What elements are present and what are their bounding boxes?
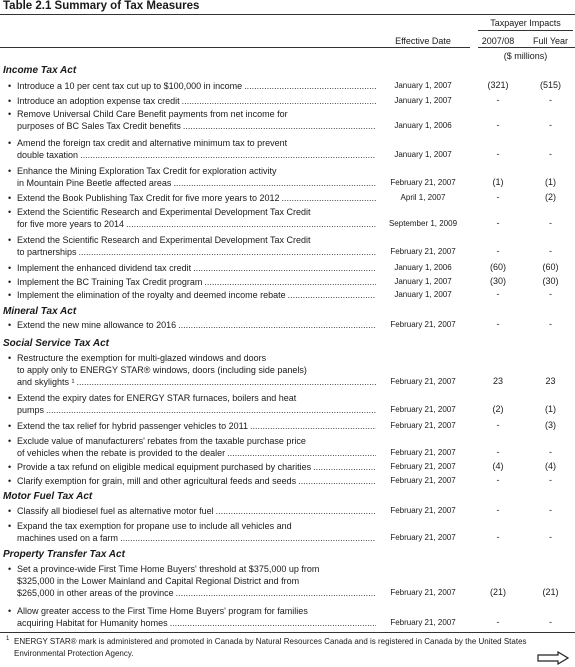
measure-description bbox=[8, 165, 376, 189]
effective-date: February 21, 2007 bbox=[390, 320, 456, 329]
col-full-year-header: Full Year bbox=[532, 36, 569, 46]
measure-text-line: of vehicles when the rebate is provided to the dealer bbox=[17, 448, 226, 458]
impact-full-year: - bbox=[549, 218, 552, 228]
impact-full-year: - bbox=[549, 505, 552, 515]
impact-2007-08: (1) bbox=[492, 177, 504, 187]
measure-description bbox=[8, 563, 376, 599]
bullet-icon: • bbox=[8, 606, 12, 616]
bullet-icon: • bbox=[8, 290, 12, 300]
impact-full-year: (1) bbox=[545, 404, 556, 414]
effective-date: February 21, 2007 bbox=[390, 533, 456, 542]
header-rule bbox=[0, 47, 470, 48]
measure-text-line: Provide a tax refund on eligible medical equipment purchased by charities bbox=[17, 462, 312, 472]
measure-description bbox=[8, 505, 376, 517]
units-label: ($ millions) bbox=[503, 51, 548, 61]
effective-date: February 21, 2007 bbox=[390, 462, 456, 471]
impact-full-year: - bbox=[549, 319, 552, 329]
impact-full-year: (30) bbox=[542, 276, 559, 286]
measure-text-line: to partnerships bbox=[17, 247, 77, 257]
measure-description bbox=[8, 137, 376, 161]
effective-date: February 21, 2007 bbox=[390, 377, 456, 386]
section-heading: Property Transfer Tax Act bbox=[3, 549, 125, 560]
measure-text-line: pumps bbox=[17, 405, 45, 415]
impact-full-year: - bbox=[549, 120, 552, 130]
bullet-icon: • bbox=[8, 476, 12, 486]
impact-2007-08: - bbox=[496, 120, 500, 130]
impact-2007-08: (21) bbox=[489, 587, 506, 597]
measure-description bbox=[8, 234, 376, 258]
impact-full-year: - bbox=[549, 617, 552, 627]
measure-text-line: for five more years to 2014 bbox=[17, 219, 125, 229]
impact-2007-08: - bbox=[496, 617, 500, 627]
measure-description bbox=[8, 461, 376, 473]
measure-text-line: Introduce a 10 per cent tax cut up to $100,000 in income bbox=[17, 81, 243, 91]
impact-full-year: (515) bbox=[539, 80, 561, 90]
measure-description bbox=[8, 80, 376, 92]
measure-text-line: Implement the enhanced dividend tax credit bbox=[17, 263, 192, 273]
effective-date: January 1, 2007 bbox=[394, 96, 452, 105]
measure-text-line: Exclude value of manufacturers' rebates from the taxable purchase price bbox=[17, 436, 306, 446]
impact-2007-08: (2) bbox=[492, 404, 504, 414]
impact-full-year: (4) bbox=[545, 461, 556, 471]
measure-text-line: Expand the tax exemption for propane use to include all vehicles and bbox=[17, 521, 292, 531]
measure-text-line: Allow greater access to the First Time Home Buyers' program for families bbox=[17, 606, 308, 616]
measure-text-line: and skylights ¹ bbox=[17, 377, 75, 387]
measure-text-line: Extend the Scientific Research and Experimental Development Tax Credit bbox=[17, 235, 311, 245]
measure-text-line: acquiring Habitat for Humanity homes bbox=[17, 618, 168, 628]
effective-date: January 1, 2006 bbox=[394, 263, 452, 272]
measure-description bbox=[8, 289, 376, 301]
measure-text-line: purposes of BC Sales Tax Credit benefits bbox=[17, 121, 181, 131]
measure-text-line: $325,000 in the Lower Mainland and Capital Regional District and from bbox=[17, 576, 300, 586]
impact-full-year: - bbox=[549, 246, 552, 256]
effective-date: February 21, 2007 bbox=[390, 588, 456, 597]
impact-2007-08: - bbox=[496, 95, 500, 105]
impact-full-year: (1) bbox=[545, 177, 556, 187]
bullet-icon: • bbox=[8, 506, 12, 516]
measure-description bbox=[8, 95, 376, 107]
effective-date: February 21, 2007 bbox=[390, 506, 456, 515]
bullet-icon: • bbox=[8, 96, 12, 106]
effective-date: January 1, 2007 bbox=[394, 150, 452, 159]
measure-text-line: Classify all biodiesel fuel as alternative motor fuel bbox=[17, 506, 214, 516]
bullet-icon: • bbox=[8, 81, 12, 91]
measure-text-line: double taxation bbox=[17, 150, 79, 160]
top-rule bbox=[0, 14, 575, 15]
impact-full-year: - bbox=[549, 475, 552, 485]
impact-full-year: (3) bbox=[545, 420, 556, 430]
measure-text-line: Set a province-wide First Time Home Buyers' threshold at $375,000 up from bbox=[17, 564, 320, 574]
bullet-icon: • bbox=[8, 353, 12, 363]
bullet-icon: • bbox=[8, 235, 12, 245]
bottom-rule bbox=[0, 632, 575, 633]
measure-description bbox=[8, 206, 376, 230]
effective-date: February 21, 2007 bbox=[390, 618, 456, 627]
measure-text-line: in Mountain Pine Beetle affected areas bbox=[17, 178, 172, 188]
measure-text-line: Extend the tax relief for hybrid passenger vehicles to 2011 bbox=[17, 421, 248, 431]
impact-2007-08: - bbox=[496, 319, 500, 329]
bullet-icon: • bbox=[8, 462, 12, 472]
measure-text-line: Remove Universal Child Care Benefit payments from net income for bbox=[17, 109, 288, 119]
measure-description bbox=[8, 420, 376, 432]
effective-date: January 1, 2007 bbox=[394, 290, 452, 299]
right-arrow-icon[interactable] bbox=[537, 651, 569, 665]
impact-2007-08: - bbox=[496, 475, 500, 485]
bullet-icon: • bbox=[8, 207, 12, 217]
bullet-icon: • bbox=[8, 320, 12, 330]
effective-date: February 21, 2007 bbox=[390, 421, 456, 430]
measure-text-line: Extend the new mine allowance to 2016 bbox=[17, 320, 177, 330]
effective-date: February 21, 2007 bbox=[390, 247, 456, 256]
effective-date: January 1, 2007 bbox=[394, 277, 452, 286]
taxpayer-impacts-header: Taxpayer Impacts bbox=[490, 18, 561, 28]
bullet-icon: • bbox=[8, 277, 12, 287]
impact-full-year: - bbox=[549, 532, 552, 542]
bullet-icon: • bbox=[8, 263, 12, 273]
section-heading: Mineral Tax Act bbox=[3, 306, 77, 317]
section-heading: Motor Fuel Tax Act bbox=[3, 491, 93, 502]
bullet-icon: • bbox=[8, 138, 12, 148]
bullet-icon: • bbox=[8, 421, 12, 431]
measure-text-line: Extend the Book Publishing Tax Credit for five more years to 2012 bbox=[17, 193, 280, 203]
impact-full-year: - bbox=[549, 289, 552, 299]
header-subrule bbox=[478, 47, 575, 48]
impact-2007-08: 23 bbox=[492, 376, 503, 386]
bullet-icon: • bbox=[8, 521, 12, 531]
measure-description bbox=[8, 435, 376, 459]
measure-text-line: $265,000 in other areas of the province bbox=[17, 588, 174, 598]
measure-description bbox=[8, 108, 376, 132]
measure-text-line: Implement the BC Training Tax Credit program bbox=[17, 277, 203, 287]
effective-date: February 21, 2007 bbox=[390, 178, 456, 187]
impact-full-year: 23 bbox=[545, 376, 556, 386]
effective-date: September 1, 2009 bbox=[388, 219, 458, 228]
measure-text-line: Clarify exemption for grain, mill and other agricultural feeds and seeds bbox=[17, 476, 297, 486]
bullet-icon: • bbox=[8, 436, 12, 446]
effective-date-header: Effective Date bbox=[395, 36, 451, 46]
impact-full-year: - bbox=[549, 447, 552, 457]
impact-2007-08: - bbox=[496, 246, 500, 256]
impact-2007-08: (4) bbox=[492, 461, 504, 471]
measure-description bbox=[8, 605, 376, 629]
effective-date: February 21, 2007 bbox=[390, 476, 456, 485]
impact-2007-08: - bbox=[496, 149, 500, 159]
effective-date: April 1, 2007 bbox=[400, 193, 446, 202]
impact-2007-08: (30) bbox=[489, 276, 506, 286]
measure-description bbox=[8, 352, 376, 388]
measure-description bbox=[8, 319, 376, 331]
section-heading: Social Service Tax Act bbox=[3, 338, 109, 349]
measure-description bbox=[8, 192, 376, 204]
effective-date: January 1, 2007 bbox=[394, 81, 452, 90]
bullet-icon: • bbox=[8, 109, 12, 119]
measure-description bbox=[8, 520, 376, 544]
measure-text-line: Amend the foreign tax credit and alternative minimum tax to prevent bbox=[17, 138, 288, 148]
footnote-mark: 1 bbox=[6, 636, 10, 642]
impact-2007-08: - bbox=[496, 289, 500, 299]
bullet-icon: • bbox=[8, 393, 12, 403]
measure-text-line: Extend the expiry dates for ENERGY STAR furnaces, boilers and heat bbox=[17, 393, 297, 403]
measure-text-line: Restructure the exemption for multi-glazed windows and doors bbox=[17, 353, 267, 363]
bullet-icon: • bbox=[8, 564, 12, 574]
impact-full-year: - bbox=[549, 149, 552, 159]
impact-2007-08: - bbox=[496, 218, 500, 228]
col-2007-08-header: 2007/08 bbox=[481, 36, 515, 46]
impact-2007-08: (60) bbox=[489, 262, 506, 272]
impacts-rule bbox=[478, 30, 573, 31]
impact-2007-08: (321) bbox=[487, 80, 509, 90]
impact-2007-08: - bbox=[496, 420, 500, 430]
impact-full-year: (21) bbox=[542, 587, 559, 597]
footnote-text: ENERGY STAR® mark is administered and promoted in Canada by Natural Resources Canada and is registered in Canada by the United States Environmental Protection Agency. bbox=[14, 637, 527, 658]
measure-text-line: machines used on a farm bbox=[17, 533, 119, 543]
measure-text-line: Extend the Scientific Research and Experimental Development Tax Credit bbox=[17, 207, 311, 217]
measure-text-line: to apply only to ENERGY STAR® windows, doors (including side panels) bbox=[17, 365, 307, 375]
impact-full-year: - bbox=[549, 95, 552, 105]
bullet-icon: • bbox=[8, 166, 12, 176]
effective-date: February 21, 2007 bbox=[390, 448, 456, 457]
impact-2007-08: - bbox=[496, 505, 500, 515]
impact-2007-08: - bbox=[496, 447, 500, 457]
measure-description bbox=[8, 262, 376, 274]
effective-date: February 21, 2007 bbox=[390, 405, 456, 414]
measure-description bbox=[8, 392, 376, 416]
measure-text-line: Enhance the Mining Exploration Tax Credit for exploration activity bbox=[17, 166, 277, 176]
measure-text-line: Implement the elimination of the royalty and deemed income rebate bbox=[17, 290, 286, 300]
measure-text-line: Introduce an adoption expense tax credit bbox=[17, 96, 180, 106]
table-title: Table 2.1 Summary of Tax Measures bbox=[3, 0, 200, 12]
effective-date: January 1, 2006 bbox=[394, 121, 452, 130]
measure-description bbox=[8, 475, 376, 487]
section-heading: Income Tax Act bbox=[3, 65, 77, 76]
impact-full-year: (2) bbox=[545, 192, 556, 202]
bullet-icon: • bbox=[8, 193, 12, 203]
impact-full-year: (60) bbox=[542, 262, 559, 272]
impact-2007-08: - bbox=[496, 532, 500, 542]
impact-2007-08: - bbox=[496, 192, 500, 202]
measure-description bbox=[8, 276, 376, 288]
